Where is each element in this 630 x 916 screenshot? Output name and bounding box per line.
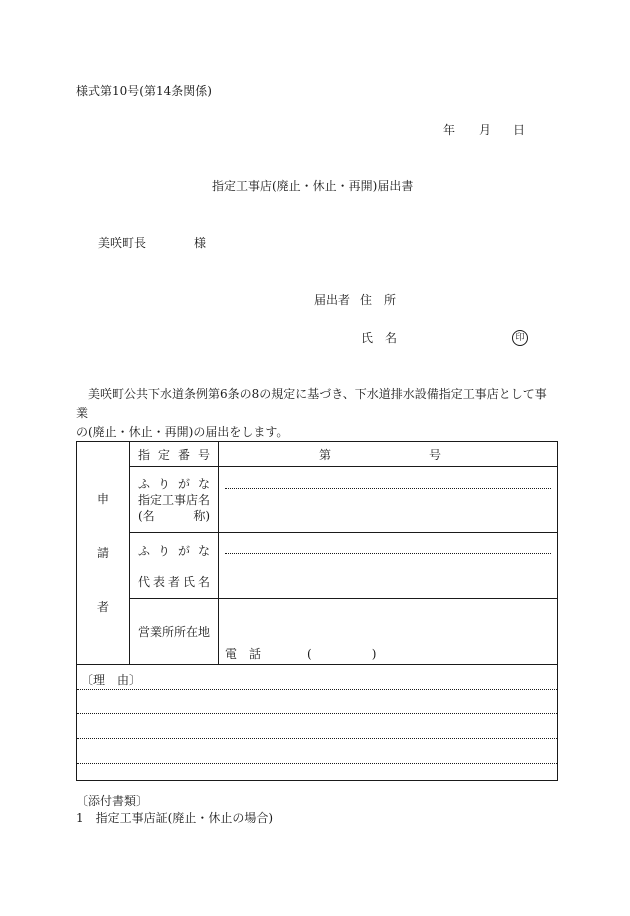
addressee-office: 美咲町長 [98,236,147,250]
shop-name-label [130,467,219,533]
notifier-address [314,292,396,308]
address-label: 住 所 [360,293,397,307]
representative-field[interactable] [219,533,558,599]
label-char: 号 [197,447,210,462]
label-char: り [157,476,170,491]
form-number: 様式第10号(第14条関係) [76,84,212,98]
declaration-text [76,385,558,442]
reason-section[interactable] [77,665,558,781]
number-suffix: 号 [429,447,442,462]
applicant-label [77,442,130,665]
date-line [443,122,525,138]
label-char: が [177,476,190,491]
applicant-char-2: 請 [96,546,109,560]
representative-label [130,533,219,599]
attachment-item: 1 指定工事店証(廃止・休止の場合) [76,811,273,825]
reason-line [77,763,557,764]
phone-parens: ( ) [307,647,377,661]
office-address-field[interactable] [219,599,558,665]
reason-line [77,689,557,690]
office-address-label: 営業所所在地 [130,599,219,665]
declaration-line-2: の(廃止・休止・再開)の届出をします。 [76,425,289,439]
label-char: 定 [157,447,170,462]
label-char: ふ [138,476,151,491]
date-year: 年 [443,123,456,137]
reason-label: 〔理 由〕 [81,673,142,687]
applicant-char-3: 者 [96,600,109,614]
seal-mark: 印 [512,330,528,346]
shop-name-field[interactable] [219,467,558,533]
furigana-dotted-line [225,488,551,489]
notifier-role: 届出者 [314,293,351,307]
designation-number-label [130,442,219,467]
label-char: り [157,543,170,558]
date-day: 日 [513,123,526,137]
reason-line [77,738,557,739]
label-char: 番 [177,447,190,462]
applicant-char-1: 申 [96,492,109,506]
number-prefix: 第 [319,447,332,462]
designation-number-field[interactable] [219,442,558,467]
application-table [76,441,558,781]
label-char: が [177,543,190,558]
label-char: 表 [152,574,165,589]
addressee-honorific: 様 [194,236,207,250]
label-char: 代 [138,574,151,589]
label-char: 者 [167,574,180,589]
label-char: 指 [138,447,151,462]
shop-name-text: 指定工事店名 [138,492,211,507]
name-label: 氏 名 [361,331,398,345]
label-char: ふ [138,543,151,558]
document-title: 指定工事店(廃止・休止・再開)届出書 [212,179,414,193]
label-char: 称) [193,508,210,523]
label-char: 氏 [182,574,195,589]
label-char: な [197,543,210,558]
label-char: 名 [197,574,210,589]
label-char: (名 [138,508,155,523]
label-char: な [197,476,210,491]
declaration-line-1: 美咲町公共下水道条例第6条の8の規定に基づき、下水道排水設備指定工事店として事業 [76,387,547,420]
date-month: 月 [479,123,492,137]
phone-label: 電 話 [225,647,262,661]
furigana-dotted-line [225,553,551,554]
addressee [98,235,206,251]
attachments-heading: 〔添付書類〕 [76,794,149,808]
notifier-name [361,330,397,346]
reason-line [77,713,557,714]
